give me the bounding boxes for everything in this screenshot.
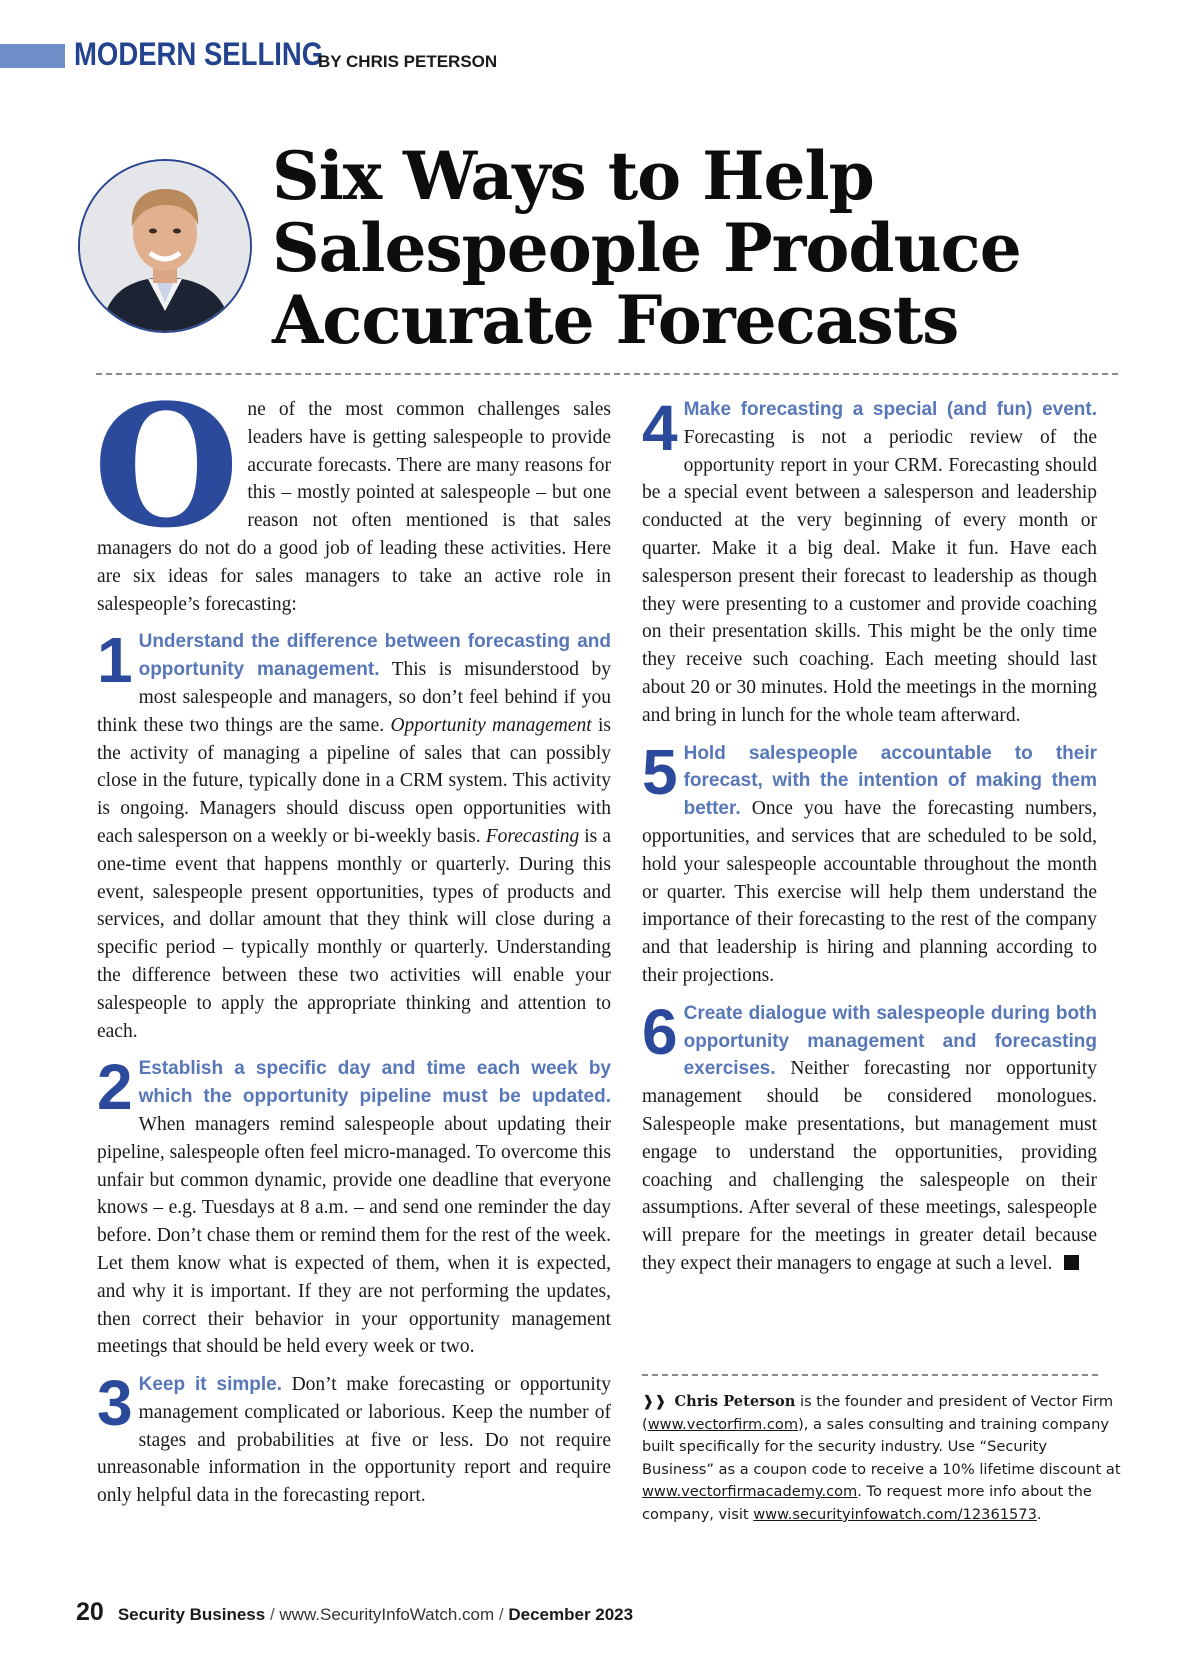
bio-text: . To request more info about the company, visit <box>642 1483 1092 1523</box>
page-number: 20 <box>76 1598 104 1626</box>
author-photo-graphic <box>80 161 250 331</box>
tip-number: 5 <box>642 735 678 808</box>
tip-heading: Make forecasting a special (and fun) event. <box>683 399 1097 420</box>
tip-3 <box>97 1367 611 1510</box>
tip-emphasis: Opportunity management <box>390 714 592 736</box>
right-column <box>642 392 1097 1278</box>
tip-body: This is misunderstood by most salespeople and managers, so don’t feel behind if you think these two things are the same. <box>97 659 611 736</box>
page-footer <box>76 1598 633 1627</box>
end-mark-icon <box>1064 1255 1079 1270</box>
tip-body: When managers remind salespeople about updating their pipeline, salespeople often feel micro-managed. To overcome this unfair but common dynamic, provide one deadline that everyone knows – e.g. Tuesdays at 8 a.m. – and send one reminder the day before. Don’t chase them or remind them for the rest of the week. Let them know what is expected of them, when it is expected, and why it is important. If they are not performing the updates, then correct their behavior in your opportunity management meetings that should be held every week or two. <box>97 1113 611 1358</box>
tip-heading: Understand the difference between forecasting and opportunity management. <box>138 631 611 681</box>
drop-cap: O <box>93 367 240 565</box>
tip-number: 2 <box>97 1051 133 1124</box>
bio-text: . <box>1036 1505 1042 1523</box>
left-column <box>93 367 611 1510</box>
securityinfowatch-link[interactable]: www.securityinfowatch.com/12361573 <box>753 1505 1037 1523</box>
tip-heading: Create dialogue with salespeople during both opportunity management and forecasting exercises. <box>683 1002 1097 1080</box>
title-line-3: Accurate Forecasts <box>272 281 959 359</box>
tip-heading: Keep it simple. <box>138 1374 283 1396</box>
tip-body: is a one-time event that happens monthly or quarterly. During this event, salespeople present opportunities, types of products and services, and dollar amount that they think will close during a specific period – typically monthly or quarterly. Understanding the difference between these two activities will enable your salespeople to apply the appropriate thinking and attention to each. <box>97 825 611 1042</box>
tip-number: 3 <box>97 1367 133 1440</box>
tip-2 <box>97 1051 611 1361</box>
footer-separator: / <box>494 1605 509 1624</box>
tip-number: 4 <box>642 392 678 464</box>
tip-6 <box>642 995 1097 1278</box>
byline: BY CHRIS PETERSON <box>318 52 498 71</box>
title-divider <box>96 373 1118 375</box>
tip-body: Neither forecasting nor opportunity management should be considered monologues. Salespeople make presentations, but management must engage to understand the opportunities, providing coaching and challenging the salespeople on their assumptions. After several of these meetings, salespeople will prepare for the meetings in greater detail because they expect their managers to engage at such a level. <box>642 1058 1097 1274</box>
author-photo <box>78 159 252 333</box>
article-title <box>272 137 1021 359</box>
tip-body: Forecasting is not a periodic review of the opportunity report in your CRM. Forecasting should be a special event between a salesperson and leadership conducted at the very beginning of every month or quarter. Make it a big deal. Make it fun. Have each salesperson present their forecast to leadership as though they were presenting to a customer and provide coaching on their presentation skills. This might be the only time they receive such coaching. Each meeting should last about 20 or 30 minutes. Hold the meetings in the morning and bring in lunch for the whole team afterward. <box>642 426 1097 726</box>
vectorfirm-link[interactable]: www.vectorfirm.com <box>647 1415 799 1433</box>
author-name: Chris Peterson <box>674 1393 796 1410</box>
tip-body: is the activity of managing a pipeline of sales that can possibly close in the future, typically done in a CRM system. This activity is ongoing. Managers should discuss open opportunities with each salesperson on a weekly or bi-weekly basis. <box>97 714 611 847</box>
footer-url: www.SecurityInfoWatch.com <box>279 1605 495 1624</box>
issue-date: December 2023 <box>508 1605 634 1624</box>
intro-paragraph <box>93 367 611 618</box>
tip-number: 1 <box>97 624 133 697</box>
tip-5 <box>642 735 1097 990</box>
magazine-name: Security Business <box>117 1605 266 1624</box>
vectorfirmacademy-link[interactable]: www.vectorfirmacademy.com <box>642 1483 858 1501</box>
tip-4 <box>642 392 1097 730</box>
bio-text: is the founder and president of Vector Firm ( <box>642 1393 1114 1433</box>
section-label: MODERN SELLING <box>74 36 324 72</box>
section-color-bar <box>0 44 65 68</box>
tip-body: Don’t make forecasting or opportunity management complicated or laborious. Keep the number of stages and probabilities at five or less. Do not require unreasonable information in the opportunity report and require only helpful data in the forecasting report. <box>97 1374 611 1507</box>
bio-divider <box>642 1374 1098 1376</box>
footer-separator: / <box>265 1605 280 1624</box>
intro-text: ne of the most common challenges sales leaders have is getting salespeople to provide accurate forecasts. There are many reasons for this – mostly pointed at salespeople – but one reason not often mentioned is that sales managers do not do a good job of leading these activities. Here are six ideas for sales managers to take an active role in salespeople’s forecasting: <box>97 399 611 615</box>
title-line-1: Six Ways to Help <box>272 137 874 215</box>
tip-heading: Establish a specific day and time each week by which the opportunity pipeline must be updated. <box>138 1058 611 1108</box>
tip-body: Once you have the forecasting numbers, opportunities, and services that are scheduled to be sold, hold your salespeople accountable throughout the month or quarter. This exercise will help them understand the importance of their forecasting to the rest of the company and that leadership is hiring and planning according to their projections. <box>642 798 1097 986</box>
author-bio <box>642 1391 1122 1527</box>
tip-number: 6 <box>642 995 678 1068</box>
bio-text: ), a sales consulting and training company built specifically for the security industry. Use “Security Business” as a coupon code to receive a 10% lifetime discount at <box>642 1415 1121 1478</box>
title-line-2: Salespeople Produce <box>272 209 1021 287</box>
tip-heading: Hold salespeople accountable to their forecast, with the intention of making them better. <box>683 742 1097 820</box>
tip-emphasis: Forecasting <box>485 825 580 847</box>
tip-1 <box>97 624 611 1045</box>
chevron-icon: ❱❱ <box>642 1393 667 1410</box>
